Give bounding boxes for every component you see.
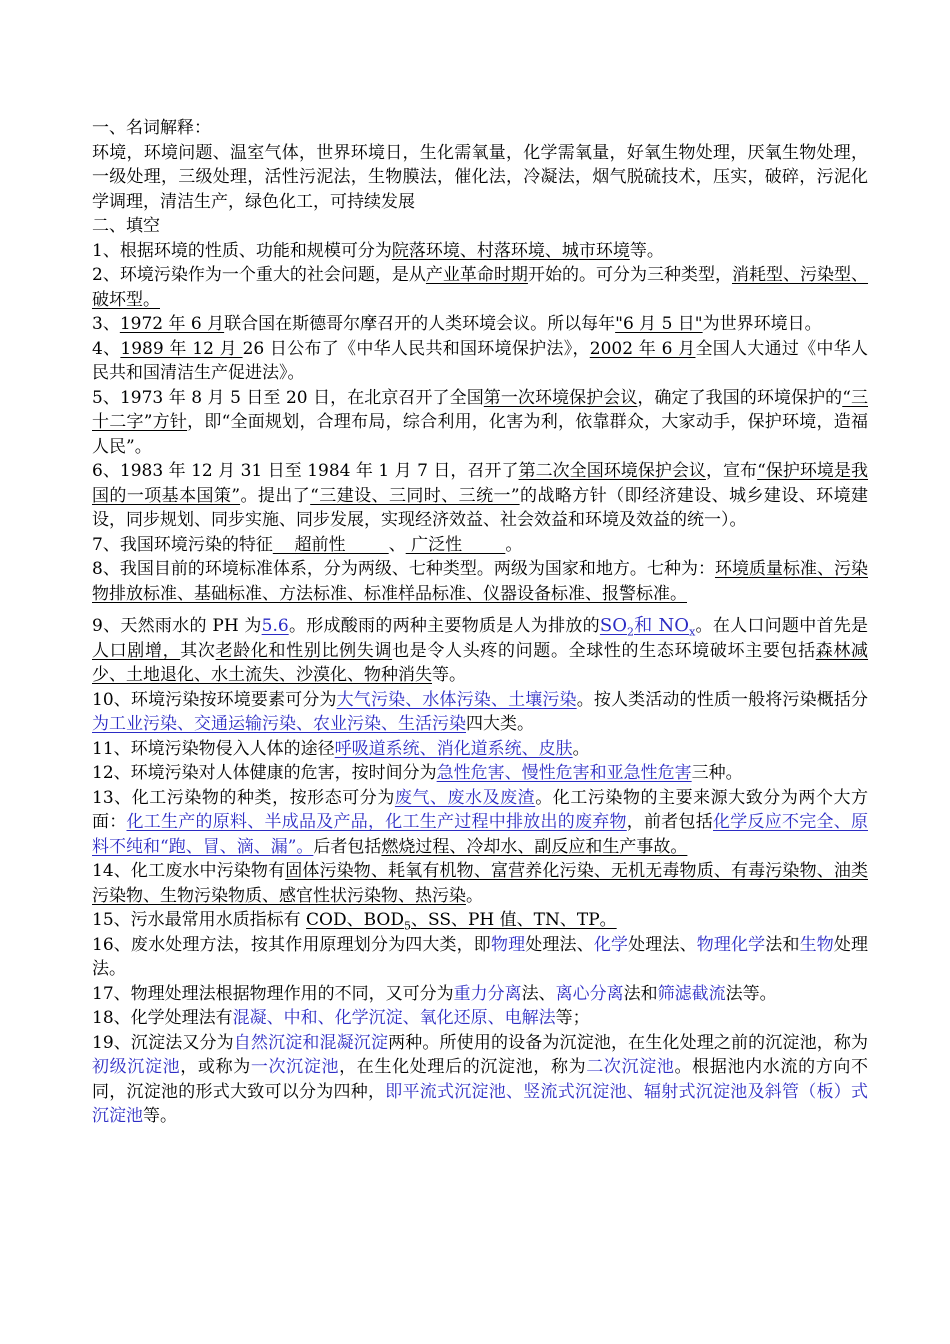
question-1: 1、根据环境的性质、功能和规模可分为院落环境、村落环境、城市环境等。 [92, 240, 664, 261]
answer: 筛滤截流 [657, 983, 726, 1004]
answer: 产业革命时期 [425, 265, 528, 285]
answer: 自然沉淀和混凝沉淀 [233, 1032, 389, 1053]
answer: 为工业污染、交通运输污染、农业污染、生活污染 [92, 714, 466, 734]
answer: 初级沉淀池 [92, 1057, 181, 1077]
answer: 化学反应不完全、原料不纯和“跑、冒、滴、漏”。 [92, 812, 868, 857]
answer: 第一次环境保护会议 [483, 387, 638, 408]
answer: COD、$BOD_5$、SS、PH 值、TN、TP。 [306, 910, 617, 933]
answer: 即平流式沉淀池、竖流式沉淀池、辐射式沉淀池及斜管（板）式沉淀池 [92, 1081, 868, 1126]
question-4: 4、1989 年 12 月 26 日公布了《中华人民共和国环境保护法》，2002 年 6 月全国人大通过《中华人民共和国清洁生产促进法》。 [92, 338, 868, 383]
section-heading-definitions: 一、名词解释： [92, 118, 211, 138]
answer: 1972 年 6 月 [119, 314, 225, 334]
answer: 燃烧过程、冷却水、副反应和生产事故。 [381, 836, 688, 857]
answer: 消耗型、污染型、破坏型。 [92, 265, 869, 310]
question-17: 17、物理处理法根据物理作用的不同，又可分为重力分离法、离心分离法和筛滤截流法等。 [92, 983, 777, 1004]
document-body [92, 116, 868, 1129]
answer: 第二次全国环境保护会议 [518, 461, 706, 481]
answer: 呼吸道系统、消化道系统、皮肤 [334, 738, 573, 759]
answer: "6 月 5 日" [615, 314, 703, 334]
answer: 广泛性 [405, 534, 506, 555]
question-14: 14、化工废水中污染物有固体污染物、耗氧有机物、富营养化污染、无机无毒物质、有毒污染物、油类污染物、生物污染物质、感官性状污染物、热污染。 [92, 861, 869, 906]
answer: $SO_2$和 $NO_x$ [599, 615, 696, 639]
answer: 化工生产的原料、半成品及产品，化工生产过程中排放出的废弃物 [126, 812, 627, 832]
answer: 废气、废水及废渣 [394, 787, 536, 808]
answer: “保护环境是我国的一项基本国策” [92, 461, 869, 506]
question-9: 9、天然雨水的 PH 为5.6。形成酸雨的两种主要物质是人为排放的$SO_2$和 $NO_x$。在人口问题中首先是人口剧增，其次老龄化和性别比例失调也是令人头疼的问题。全球性的生态环境破坏主要包括森林减少、土地退化、水土流失、沙漠化、物种消失等。 [92, 615, 869, 685]
answer: 化学 [593, 934, 629, 955]
question-6: 6、1983 年 12 月 31 日至 1984 年 1 月 7 日，召开了第二次全国环境保护会议，宣布“保护环境是我国的一项基本国策”。提出了“三建设、三同时、三统一”的战略方针（即经济建设、城乡建设、环境建设，同步规划、同步实施、同步发展，实现经济效益、社会效益和环境及效益的统一）。 [92, 461, 869, 530]
question-16: 16、废水处理方法，按其作用原理划分为四大类，即物理处理法、化学处理法、物理化学法和生物处理法。 [92, 934, 869, 979]
answer: 院落环境、村落环境、城市环境 [391, 240, 630, 261]
question-18: 18、化学处理法有混凝、中和、化学沉淀、氧化还原、电解法等； [92, 1008, 590, 1028]
question-5: 5、1973 年 8 月 5 日至 20 日，在北京召开了全国第一次环境保护会议，确定了我国的环境保护的“三十二字”方针，即“全面规划，合理布局，综合利用，化害为利，依靠群众，大家动手，保护环境，造福人民”。 [92, 387, 869, 457]
answer: 重力分离 [453, 983, 522, 1004]
answer: 2002 年 6 月 [589, 338, 696, 359]
answer: “三建设、三同时、三统一” [310, 485, 520, 506]
answer: 生物 [799, 934, 834, 955]
answer: 森林减少、土地退化、水土流失、沙漠化、物种消失 [92, 640, 869, 685]
answer: 固体污染物、耗氧有机物、富营养化污染、无机无毒物质、有毒污染物、油类污染物、生物污染物质、感官性状污染物、热污染 [92, 861, 869, 906]
answer: 大气污染、水体污染、土壤污染 [336, 689, 577, 710]
question-13: 13、化工污染物的种类，按形态可分为废气、废水及废渣。化工污染物的主要来源大致分为两个大方面：化工生产的原料、半成品及产品，化工生产过程中排放出的废弃物，前者包括化学反应不完全、原料不纯和“跑、冒、滴、漏”。后者包括燃烧过程、冷却水、副反应和生产事故。 [92, 787, 869, 857]
answer: “三十二字”方针 [92, 387, 869, 432]
answer: 人口剧增， [92, 640, 181, 661]
answer: 离心分离 [555, 983, 624, 1004]
answer: 5.6 [261, 616, 289, 636]
answer: 超前性 [272, 534, 389, 555]
question-7: 7、我国环境污染的特征 超前性 、 广泛性 。 [92, 534, 523, 555]
answer: 一次沉淀池 [250, 1057, 340, 1077]
question-15: 15、污水最常用水质指标有 COD、$BOD_5$、SS、PH 值、TN、TP。 [92, 910, 617, 933]
question-8: 8、我国目前的环境标准体系，分为两级、七种类型。两级为国家和地方。七种为：环境质量标准、污染物排放标准、基础标准、方法标准、标准样品标准、仪器设备标准、报警标准。 [92, 559, 868, 604]
question-12: 12、环境污染对人体健康的危害，按时间分为急性危害、慢性危害和亚急性危害三种。 [92, 763, 743, 783]
answer: 混凝、中和、化学沉淀、氧化还原、电解法 [232, 1008, 556, 1028]
answer: 环境质量标准、污染物排放标准、基础标准、方法标准、标准样品标准、仪器设备标准、报警标准。 [92, 559, 868, 604]
question-10: 10、环境污染按环境要素可分为大气污染、水体污染、土壤污染。按人类活动的性质一般将污染概括分为工业污染、交通运输污染、农业污染、生活污染四大类。 [92, 689, 868, 734]
answer: 物理 [490, 934, 526, 955]
answer: 物理化学 [696, 934, 766, 955]
answer: 老龄化和性别比例失调 [215, 640, 393, 661]
answer: 二次沉淀池 [586, 1057, 675, 1077]
question-11: 11、环境污染物侵入人体的途径呼吸道系统、消化道系统、皮肤。 [92, 738, 590, 759]
answer: 急性危害、慢性危害和亚急性危害 [436, 763, 692, 783]
question-19: 19、沉淀法又分为自然沉淀和混凝沉淀两种。所使用的设备为沉淀池，在生化处理之前的沉淀池，称为初级沉淀池，或称为一次沉淀池，在生化处理后的沉淀池，称为二次沉淀池。根据池内水流的方向不同，沉淀池的形式大致可以分为四种，即平流式沉淀池、竖流式沉淀池、辐射式沉淀池及斜管（板）式沉淀池等。 [92, 1032, 869, 1126]
section-heading-fill-blank: 二、填空 [92, 216, 160, 236]
answer: 1989 年 12 月 [120, 338, 243, 359]
question-3: 3、1972 年 6 月联合国在斯德哥尔摩召开的人类环境会议。所以每年"6 月 5 日"为世界环境日。 [92, 314, 822, 334]
question-2: 2、环境污染作为一个重大的社会问题，是从产业革命时期开始的。可分为三种类型，消耗型、污染型、破坏型。 [92, 265, 869, 310]
terms-list: 环境，环境问题、温室气体，世界环境日，生化需氧量，化学需氧量，好氧生物处理，厌氧生物处理，一级处理，三级处理，活性污泥法，生物膜法，催化法，冷凝法，烟气脱硫技术，压实，破碎，污泥化学调理，清洁生产，绿色化工，可持续发展 [92, 142, 868, 212]
